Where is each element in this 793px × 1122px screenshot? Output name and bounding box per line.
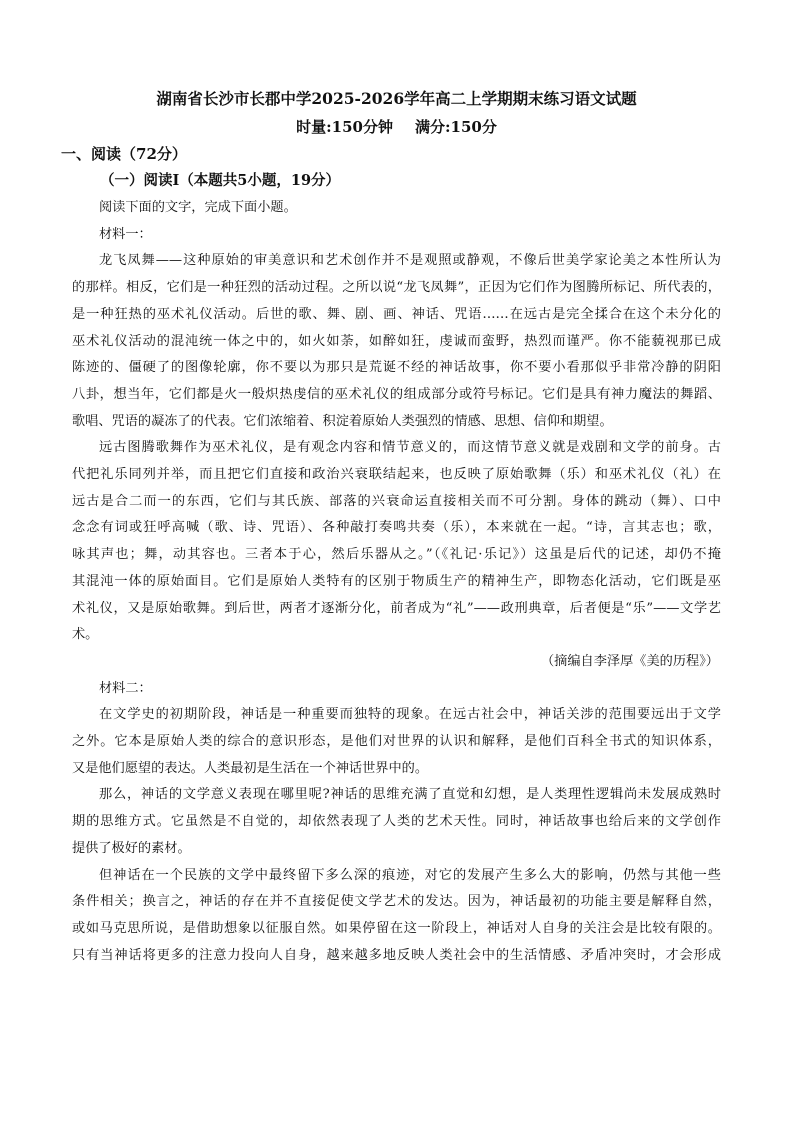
paragraph-line: 之外。它本是原始人类的综合的意识形态，是他们对世界的认识和解释，是他们百科全书式的知识体系， [72,734,721,750]
paragraph-line: 期的思维方式。它虽然是不自觉的，却依然表现了人类的艺术天性。同时，神话故事也给后来的文学创作 [72,814,721,830]
paragraph-line: 又是他们愿望的表达。人类最初是生活在一个神话世界中的。 [72,760,429,776]
paragraph-line: 八卦，想当年，它们都是火一般炽热虔信的巫术礼仪的组成部分或符号标记。它们是具有神力魔法的舞蹈、 [72,386,721,402]
paragraph-line: 龙飞凤舞——这种原始的审美意识和艺术创作并不是观照或静观，不像后世美学家论美之本性所认为 [99,253,721,269]
paragraph-line: 条件相关；换言之，神话的存在并不直接促使文学艺术的发达。因为，神话最初的功能主要是解释自然， [72,894,721,910]
reading-passage [72,195,721,969]
exam-meta [72,116,721,138]
paragraph-line: 巫术礼仪活动的混沌统一体之中的，如火如荼，如醉如狂，虔诚而蛮野，热烈而谨严。你不能藐视那已成 [72,333,721,349]
paragraph-line: 是一种狂热的巫术礼仪活动。后世的歌、舞、剧、画、神话、咒语……在远古是完全揉合在这个未分化的 [72,306,721,322]
paragraph-line: 其混沌一体的原始面目。它们是原始人类特有的区别于物质生产的精神生产，即物态化活动，它们既是巫 [72,573,721,589]
instruction: 阅读下面的文字，完成下面小题。 [99,200,297,215]
paragraph-line: 术礼仪，又是原始歌舞。到后世，两者才逐渐分化，前者成为“礼”——政刑典章，后者便是“乐”——文学艺 [72,600,721,616]
full-score: 满分:150分 [415,118,497,136]
paragraph-line: 的那样。相反，它们是一种狂烈的活动过程。之所以说“龙飞凤舞”，正因为它们作为图腾所标记、所代表的， [72,280,721,296]
paragraph-line: 提供了极好的素材。 [72,840,191,856]
paragraph-line: 远古是合二而一的东西，它们与其氏族、部落的兴衰命运直接相关而不可分割。身体的跳动（舞）、口中 [72,493,721,509]
time-limit: 时量:150分钟 [296,118,393,136]
paragraph-line: 在文学史的初期阶段，神话是一种重要而独特的现象。在远古社会中，神话关涉的范围要远出于文学 [99,707,721,723]
paragraph-line: 或如马克思所说，是借助想象以征服自然。如果停留在这一阶段上，神话对人自身的关注会是比较有限的。 [72,920,721,936]
paragraph-line: 远古图腾歌舞作为巫术礼仪，是有观念内容和情节意义的，而这情节意义就是戏剧和文学的前身。古 [99,440,721,456]
subsection-heading: （一）阅读I（本题共5小题，19分） [100,172,341,189]
section-heading: 一、阅读（72分） [61,145,187,163]
exam-title: 湖南省长沙市长郡中学2025-2026学年高二上学期期末练习语文试题 [156,89,637,108]
paragraph-line: 咏其声也；舞，动其容也。三者本于心，然后乐器从之。”（《礼记·乐记》）这虽是后代的记述，却仍不掩 [72,547,721,563]
paragraph-line: 术。 [72,627,99,643]
paragraph-line: 那么，神话的文学意义表现在哪里呢?神话的思维充满了直觉和幻想，是人类理性逻辑尚未发展成熟时 [99,787,721,803]
paragraph-line: 念念有词或狂呼高喊（歌、诗、咒语）、各种敲打奏鸣共奏（乐），本来就在一起。“诗，言其志也；歌， [72,520,721,536]
paragraph-line: 但神话在一个民族的文学中最终留下多么深的痕迹，对它的发展产生多么大的影响，仍然与其他一些 [99,867,721,883]
paragraph-line: 只有当神话将更多的注意力投向人自身，越来越多地反映人类社会中的生活情感、矛盾冲突时，才会形成 [72,947,721,963]
material-2-label: 材料二： [99,680,152,696]
paragraph-line: 歌唱、咒语的凝冻了的代表。它们浓缩着、积淀着原始人类强烈的情感、思想、信仰和期望。 [72,413,613,429]
material-1-label: 材料一： [99,226,152,242]
paragraph-line: 陈迹的、僵硬了的图像轮廓，你不要以为那只是荒诞不经的神话故事，你不要小看那似乎非常冷静的阴阳 [72,360,721,376]
source-citation: （摘编自李泽厚《美的历程》） [540,653,719,669]
paragraph-line: 代把礼乐同列并举，而且把它们直接和政治兴衰联结起来，也反映了原始歌舞（乐）和巫术礼仪（礼）在 [72,467,721,483]
